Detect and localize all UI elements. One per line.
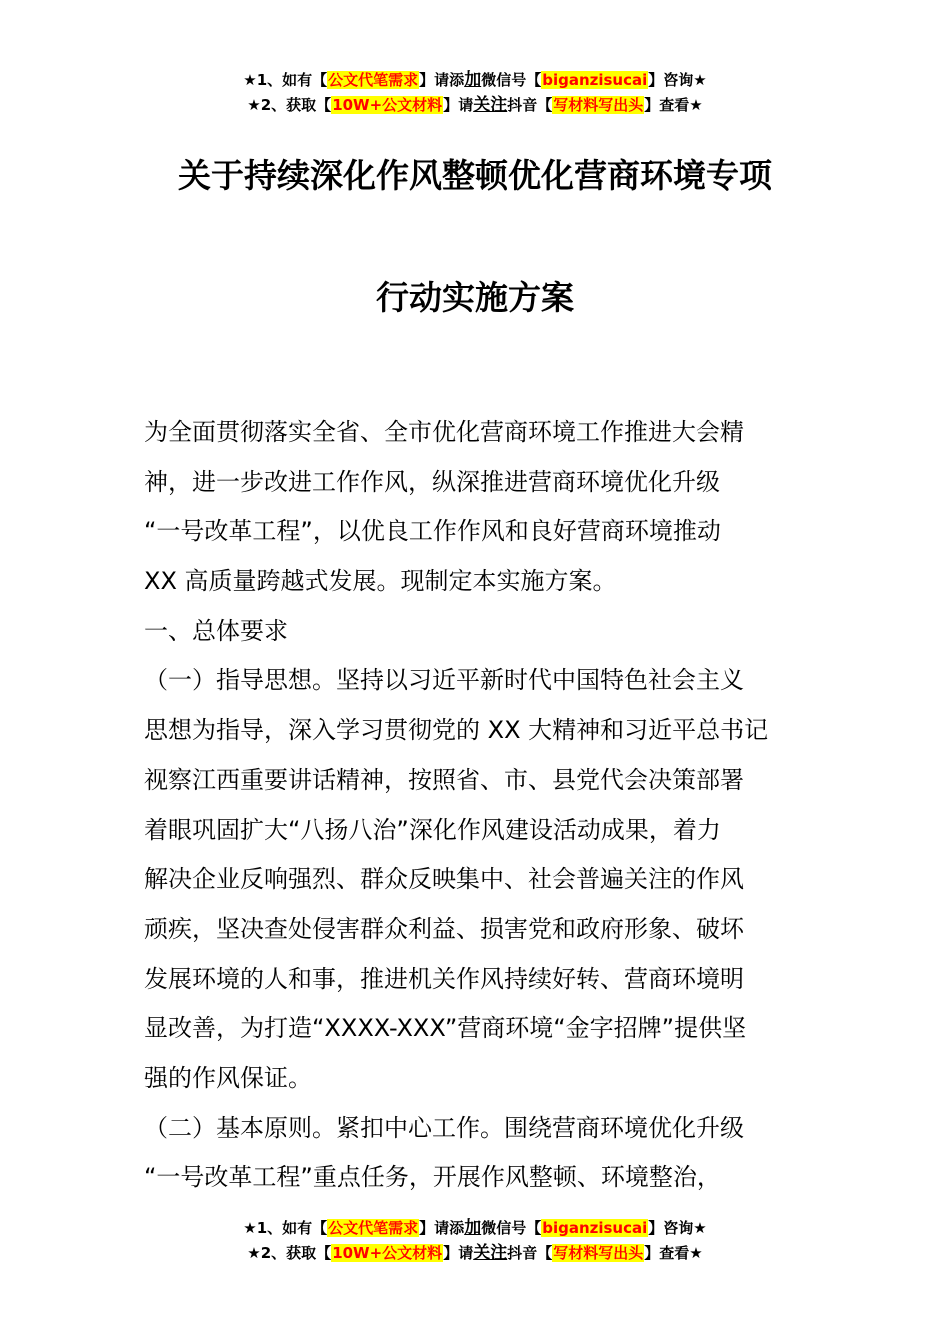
section-heading: 一、总体要求	[144, 616, 288, 645]
highlight-douyin: 写材料写出头	[553, 1244, 644, 1262]
document-title-line-1: 关于持续深化作风整顿优化营商环境专项	[178, 156, 772, 195]
body-line: “一号改革工程”，以优良工作作风和良好营商环境推动	[144, 517, 721, 546]
body-line: XX 高质量跨越式发展。现制定本实施方案。	[144, 567, 617, 596]
highlight-ghostwriting: 公文代笔需求	[328, 1219, 419, 1237]
body-line: 强的作风保证。	[144, 1063, 312, 1092]
body-line: 解决企业反响强烈、群众反映集中、社会普遍关注的作风	[144, 865, 744, 894]
body-line: （一）指导思想。坚持以习近平新时代中国特色社会主义	[144, 666, 744, 695]
banner-line-1: ★1、如有【公文代笔需求】请添加微信号【biganzisucai】咨询★	[243, 1218, 707, 1238]
body-line: 思想为指导，深入学习贯彻党的 XX 大精神和习近平总书记	[144, 716, 769, 745]
highlight-wechat-id: biganzisucai	[542, 1219, 648, 1237]
highlight-materials: 10W+公文材料	[332, 1244, 443, 1262]
banner-line-2: ★2、获取【10W+公文材料】请关注抖音【写材料写出头】查看★	[247, 95, 703, 115]
body-line: 显改善，为打造“XXXX-XXX”营商环境“金字招牌”提供坚	[144, 1014, 747, 1043]
header-banner	[0, 68, 950, 118]
highlight-ghostwriting: 公文代笔需求	[328, 71, 419, 89]
highlight-materials: 10W+公文材料	[332, 96, 443, 114]
banner-line-2: ★2、获取【10W+公文材料】请关注抖音【写材料写出头】查看★	[247, 1243, 703, 1263]
highlight-douyin: 写材料写出头	[553, 96, 644, 114]
footer-banner	[0, 1216, 950, 1266]
body-line: 为全面贯彻落实全省、全市优化营商环境工作推进大会精	[144, 418, 744, 446]
banner-line-1: ★1、如有【公文代笔需求】请添加微信号【biganzisucai】咨询★	[243, 70, 707, 90]
body-line: 视察江西重要讲话精神，按照省、市、县党代会决策部署	[144, 765, 744, 794]
body-line: 发展环境的人和事，推进机关作风持续好转、营商环境明	[144, 964, 744, 993]
body-line: “一号改革工程”重点任务，开展作风整顿、环境整治，	[144, 1163, 721, 1192]
body-line: 着眼巩固扩大“八扬八治”深化作风建设活动成果，着力	[144, 815, 721, 844]
document-title-line-2: 行动实施方案	[376, 278, 574, 317]
document-body	[144, 408, 808, 1203]
body-line: （二）基本原则。紧扣中心工作。围绕营商环境优化升级	[144, 1113, 744, 1142]
highlight-wechat-id: biganzisucai	[542, 71, 648, 89]
body-line: 顽疾，坚决查处侵害群众利益、损害党和政府形象、破坏	[144, 914, 744, 943]
body-line: 神，进一步改进工作作风，纵深推进营商环境优化升级	[144, 467, 720, 496]
